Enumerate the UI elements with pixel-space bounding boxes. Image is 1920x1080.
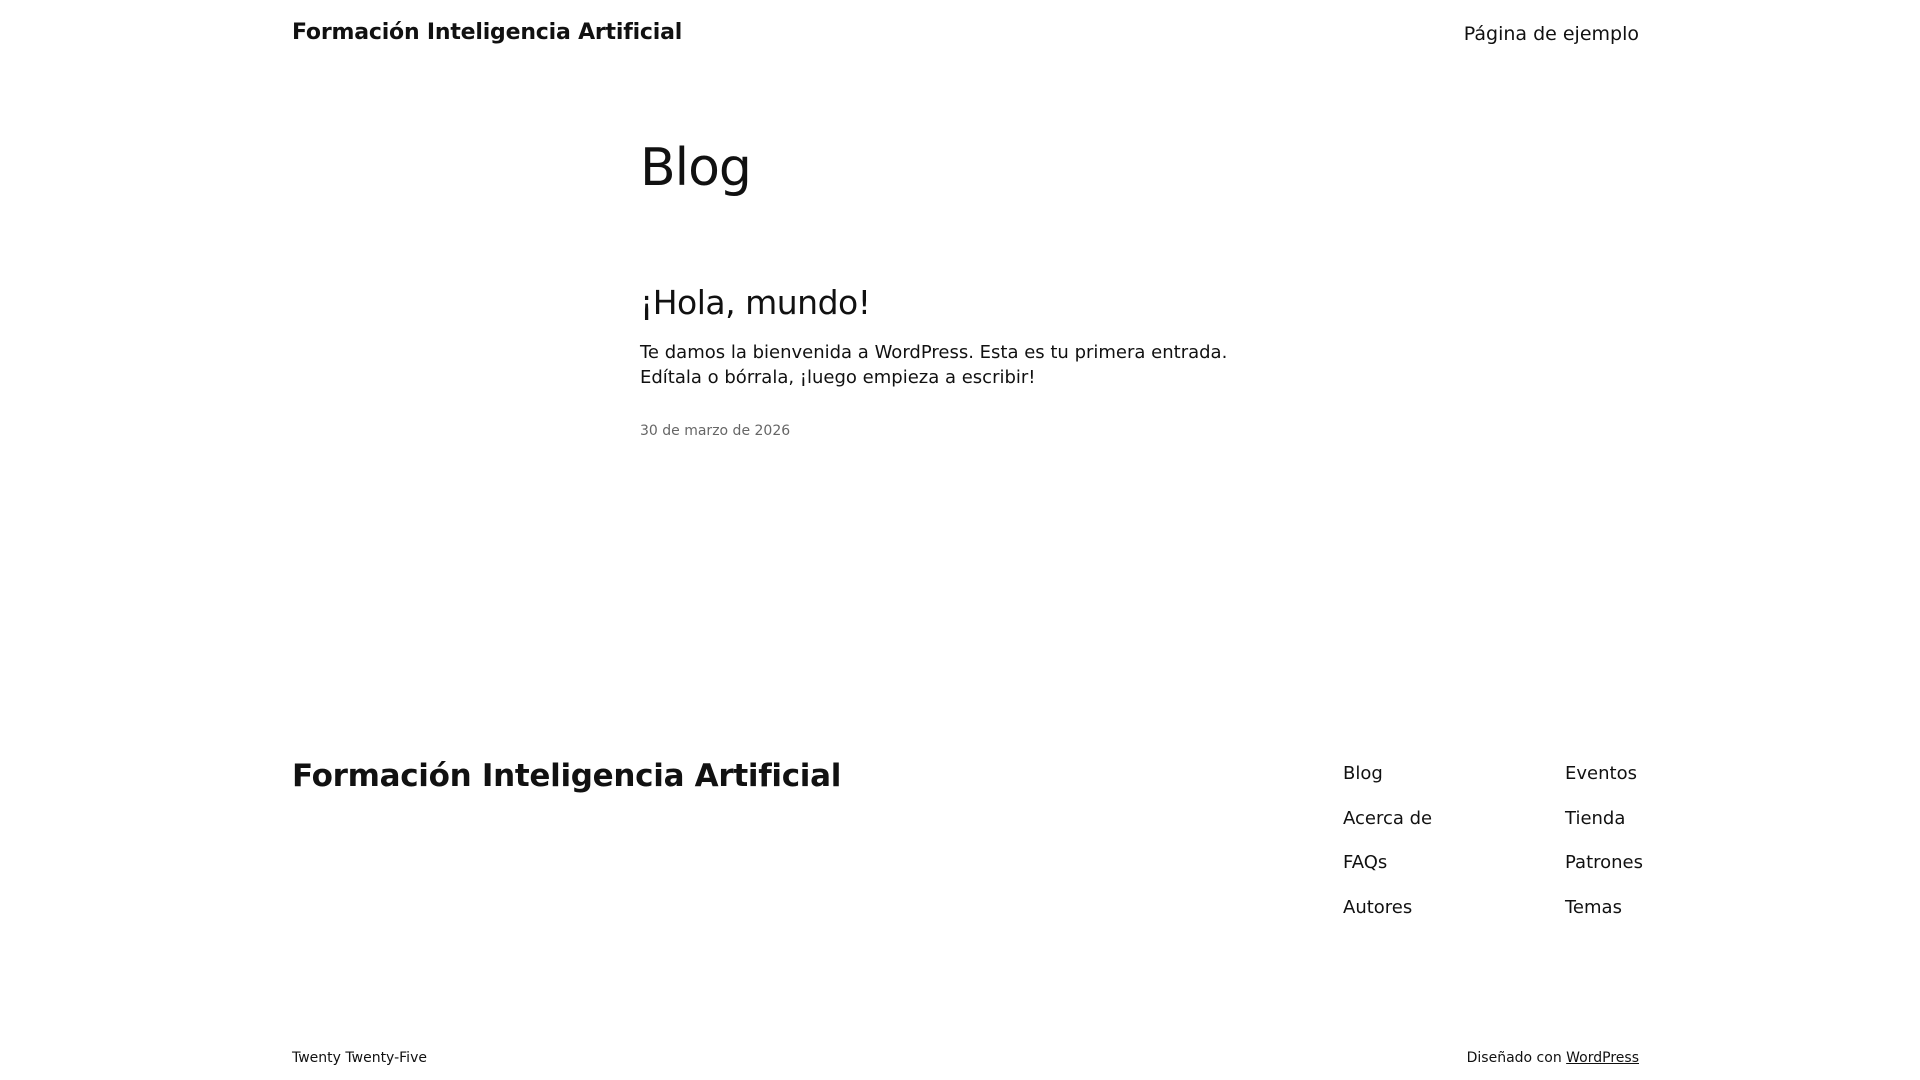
footer-credit (1467, 1050, 1639, 1066)
post-title-link[interactable]: ¡Hola, mundo! (640, 283, 871, 322)
footer-link-shop[interactable]: Tienda (1565, 807, 1626, 829)
footer-link-blog[interactable]: Blog (1343, 763, 1383, 784)
footer-link-about[interactable]: Acerca de (1343, 807, 1433, 829)
footer-nav-column-2 (1565, 762, 1643, 940)
nav-item-sample-page[interactable]: Página de ejemplo (1463, 23, 1639, 45)
footer-link-patterns[interactable]: Patrones (1565, 852, 1644, 873)
footer-link-events[interactable]: Eventos (1565, 763, 1637, 784)
post-excerpt: Te damos la bienvenida a WordPress. Esta es tu primera entrada. Edítala o bórrala, ¡luego empieza a escribir! (640, 342, 1228, 388)
wordpress-link[interactable]: WordPress (1566, 1050, 1639, 1066)
footer-credit-prefix: Diseñado con (1466, 1050, 1562, 1066)
footer-link-faqs[interactable]: FAQs (1343, 852, 1388, 873)
post-date: 30 de marzo de 2026 (640, 423, 791, 439)
footer-theme-name: Twenty Twenty-Five (292, 1050, 427, 1066)
site-title-link[interactable]: Formación Inteligencia Artificial (292, 20, 683, 45)
footer-link-themes[interactable]: Temas (1565, 896, 1622, 918)
footer-nav-column-1 (1343, 762, 1432, 940)
footer-site-title-link[interactable]: Formación Inteligencia Artificial (292, 758, 842, 794)
page-title: Blog (640, 138, 751, 198)
footer-link-authors[interactable]: Autores (1343, 896, 1413, 918)
